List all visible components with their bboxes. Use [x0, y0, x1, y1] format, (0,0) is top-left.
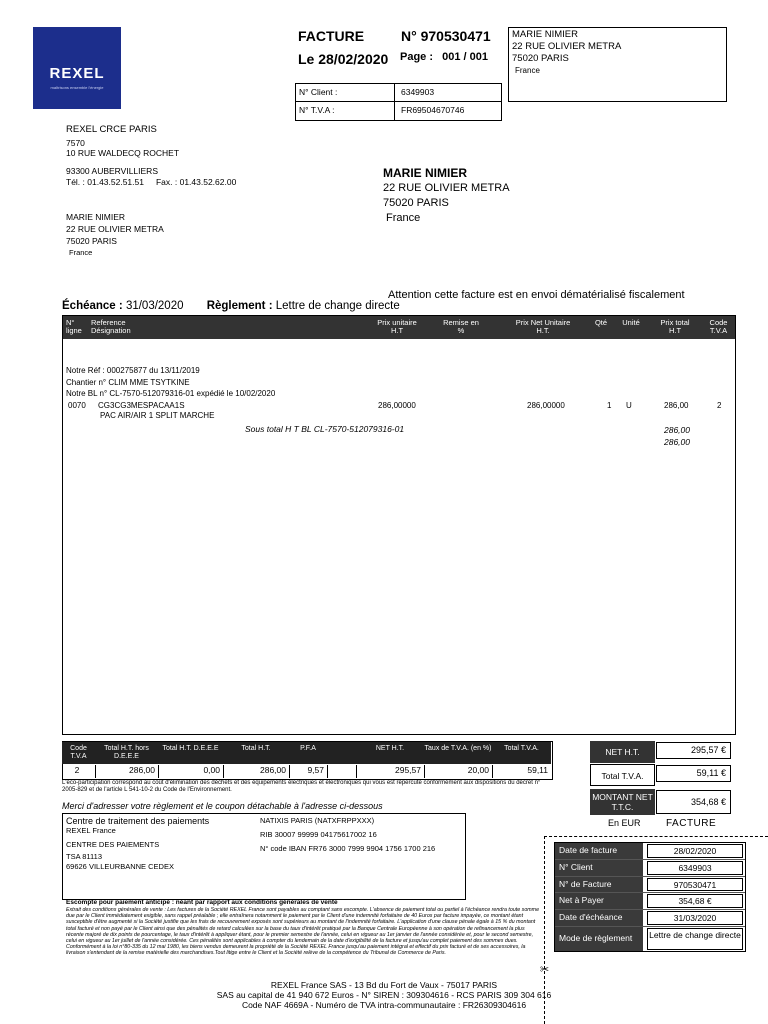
net-ht-label: NET H.T. [590, 741, 655, 763]
header-remise: Remise en % [443, 318, 479, 335]
summary-header-4: P.F.A [289, 742, 327, 764]
item-net-price: 286,00000 [527, 401, 565, 410]
order-reference: Notre Réf : 000275877 du 13/11/2019 [66, 366, 200, 375]
coupon-row [555, 860, 745, 877]
coupon-label: Net à Payer [555, 893, 643, 909]
agency-address [66, 138, 179, 158]
logo-name: REXEL [49, 65, 105, 82]
item-unit-price: 286,00000 [378, 401, 416, 410]
summary-header-0: Code T.V.A [62, 742, 95, 764]
delivery-city: 75020 PARIS [66, 236, 117, 246]
coupon-row [555, 927, 745, 951]
eco-participation-text: L'éco-participation correspond au coût d'élimination des déchets et des équipements électriques et électroniques qui vous est répercuté conformément aux dispositions du décret n° 2005-829 et de l'article L 541-10-2 du Code de l'Environnement. [62, 780, 541, 793]
rexel-logo [33, 27, 121, 109]
reglement-label: Règlement : [206, 300, 273, 312]
summary-value-0: 2 [74, 765, 80, 775]
delivery-street: 22 RUE OLIVIER METRA [66, 224, 164, 234]
item-unit: U [626, 401, 632, 410]
ttc-label: MONTANT NET T.T.C. [590, 789, 655, 815]
coupon-label: Mode de règlement [555, 927, 643, 951]
payment-city: 69626 VILLEURBANNE CEDEX [66, 862, 174, 871]
tva-number: FR69504670746 [401, 105, 465, 115]
page-row [400, 51, 488, 63]
payment-center2: CENTRE DES PAIEMENTS [66, 840, 160, 849]
payment-rib: RIB 30007 99999 04175617002 16 [260, 830, 377, 839]
summary-value-1: 286,00 [95, 765, 158, 778]
top-address-country: France [515, 66, 540, 75]
billing-street: 22 RUE OLIVIER METRA [383, 182, 510, 194]
escompte-title: Escompte pour paiement anticipé : néant par rapport aux conditions générales de vente [66, 899, 338, 906]
top-address-name: MARIE NIMIER [512, 29, 578, 40]
invoice-date: 28/02/2020 [318, 51, 389, 67]
top-address-city: 75020 PARIS [512, 53, 569, 64]
coupon-value: 6349903 [647, 861, 743, 875]
invoice-title: FACTURE [298, 28, 365, 44]
billing-name: MARIE NIMIER [383, 166, 467, 180]
page-number: 001 / 001 [442, 51, 488, 63]
order-bl: Notre BL n° CL-7570-512079316-01 expédié le 10/02/2020 [66, 389, 276, 398]
logo-tagline: maîtrisons ensemble l'énergie [50, 85, 104, 90]
summary-value-4: 9,57 [289, 765, 327, 778]
invoice-date-row [298, 51, 388, 67]
agency-name: REXEL CRCE PARIS [66, 124, 157, 135]
delivery-country: France [69, 248, 93, 257]
conditions-text: Extrait des conditions générales de vente : Les factures de la Société REXEL France sont payables au comptant sans escompte. L'absence de paiement total ou partiel à l'échéance rendra toute somme due par le Client immédiatement exigible, sans rappel préalable ; elle entraînera notamment le paiement par le Client d'une indemnité forfaitaire de 40 Euros par facture impayée, ce montant étant susceptible d'être augmenté si la Société justifie que les frais de recouvrement exposés sont supérieurs au montant de l'indemnité forfaitaire. L'application d'une clause pénale égale à 15 % du montant total facturé et non payé par le Client ainsi que des pénalités de retard calculées sur la base du taux d'intérêt pratiqué par la Banque Centrale Européenne à son opération de refinancement la plus récente majoré de dix points de pourcentage, le taux d'intérêt à appliquer étant, pour le premier semestre de l'année, celui en vigueur au 1er janvier de l'année considérée et, pour le second semestre, celui en vigueur au 1er juillet de l'année considérée. Ces pénalités sont applicables à compter du lendemain de la date d'exigibilité de la facture et jusqu'au complet paiement des sommes dues. Conformément à la loi n°80-335 du 12 mai 1980, les biens vendus demeurent la propriété de la Société REXEL France jusqu'au paiement intégral et effectif du prix facturé et de ses accessoires, la livraison s'entendant de la remise matérielle des marchandises.Tout litige entre le Client et la Société relève de la compétence du Tribunal de Commerce de Paris. [66, 907, 540, 957]
header-prix-total: Prix total H.T [660, 318, 690, 335]
delivery-name: MARIE NIMIER [66, 212, 126, 222]
coupon-value: Lettre de change directe [647, 928, 743, 950]
payment-title: Merci d'adresser votre règlement et le coupon détachable à l'adresse ci-dessous [62, 801, 383, 811]
grand-total-value: 286,00 [664, 437, 690, 447]
ttc-value: 354,68 € [656, 790, 731, 814]
agency-tel: Tél. : 01.43.52.51.51 [66, 177, 144, 187]
scissors-icon: ✂ [540, 964, 550, 976]
facture-label: FACTURE [666, 818, 717, 829]
summary-header-3: Total H.T. [223, 742, 289, 764]
coupon-cut-line-top [544, 836, 768, 837]
subtotal-label: Sous total H T BL CL-7570-512079316-01 [245, 424, 405, 434]
echeance-date: 31/03/2020 [125, 300, 184, 312]
client-number-label: N° Client : [299, 87, 338, 97]
dematerialized-notice: Attention cette facture est en envoi dématérialisé fiscalement [388, 289, 685, 301]
invoice-number-label: N° [401, 28, 417, 44]
summary-value-6: 295,57 [356, 765, 424, 778]
client-info-box [295, 83, 502, 121]
echeance-row [62, 300, 400, 312]
header-ligne: N° ligne [66, 318, 82, 335]
item-label: PAC AIR/AIR 1 SPLIT MARCHE [100, 411, 215, 420]
payment-tsa: TSA 81113 [66, 852, 102, 861]
top-address-street: 22 RUE OLIVIER METRA [512, 41, 622, 52]
summary-value-2: 0,00 [158, 765, 223, 778]
summary-value-8: 59,11 [492, 765, 551, 778]
item-line-number: 0070 [68, 401, 86, 410]
footer-line2: SAS au capital de 41 940 672 Euros - N° SIREN : 309304616 - RCS PARIS 309 304 616 [216, 990, 552, 1000]
invoice-date-label: Le [298, 51, 315, 67]
summary-header-6: NET H.T. [356, 742, 424, 764]
summary-value-3: 286,00 [223, 765, 289, 778]
header-prix-net: Prix Net Unitaire H.T. [515, 318, 571, 335]
total-tva-label: Total T.V.A. [590, 764, 655, 786]
coupon-value: 28/02/2020 [647, 844, 743, 858]
payment-center: Centre de traitement des paiements [66, 816, 210, 826]
agency-code: 7570 [66, 138, 85, 148]
table-header [63, 316, 735, 339]
item-total: 286,00 [664, 401, 689, 410]
payment-bank: NATIXIS PARIS (NATXFRPPXXX) [260, 816, 375, 825]
coupon-label: N° Client [555, 860, 643, 876]
order-chantier: Chantier n° CLIM MME TSYTKINE [66, 377, 190, 387]
summary-header-2: Total H.T. D.E.E.E [158, 742, 223, 764]
coupon-row [555, 843, 745, 860]
client-number: 6349903 [401, 87, 435, 97]
subtotal-value: 286,00 [664, 425, 690, 435]
order-info [66, 365, 275, 400]
currency-label: En EUR [608, 818, 641, 828]
footer-line3: Code NAF 4669A - Numéro de TVA intra-communautaire : FR26309304616 [241, 1000, 527, 1010]
coupon-label: Date d'échéance [555, 910, 643, 926]
agency-street: 10 RUE WALDECQ ROCHET [66, 148, 180, 158]
payment-company: REXEL France [66, 826, 116, 835]
echeance-label: Échéance : [62, 300, 123, 312]
coupon-label: Date de facture [555, 843, 643, 859]
delivery-address [66, 211, 164, 259]
footer-line1: REXEL France SAS - 13 Bd du Fort de Vaux - 75017 PARIS [270, 980, 498, 990]
page-label: Page : [400, 51, 434, 63]
coupon-value: 354,68 € [647, 894, 743, 908]
coupon-row [555, 893, 745, 910]
total-tva-value: 59,11 € [656, 765, 731, 782]
header-code-tva: Code T.V.A [709, 318, 728, 335]
tva-number-label: N° T.V.A : [299, 105, 335, 115]
summary-header-5 [327, 742, 356, 764]
agency-city: 93300 AUBERVILLIERS [66, 166, 158, 176]
item-tva-code: 2 [717, 401, 722, 410]
payment-address-box [62, 813, 466, 900]
coupon-label: N° de Facture [555, 877, 643, 893]
invoice-number: 970530471 [420, 28, 491, 44]
payment-coupon [554, 842, 746, 952]
billing-city: 75020 PARIS [383, 197, 449, 209]
coupon-value: 970530471 [647, 878, 743, 892]
subtotal-values [664, 424, 690, 448]
payment-iban: N° code IBAN FR76 3000 7999 9904 1756 1700 216 [260, 844, 436, 853]
billing-address [383, 166, 510, 226]
item-quantity: 1 [607, 401, 612, 410]
header-reference: Reference Désignation [91, 318, 131, 335]
summary-header-1: Total H.T. hors D.E.E.E [95, 742, 158, 764]
billing-country: France [386, 212, 421, 224]
coupon-row [555, 910, 745, 927]
agency-fax: Fax. : 01.43.52.62.00 [155, 177, 237, 187]
coupon-row [555, 877, 745, 894]
invoice-lines-table [62, 315, 736, 735]
header-prix-unitaire: Prix unitaire H.T [377, 318, 417, 335]
agency-contact [66, 166, 236, 188]
top-address-box [508, 27, 727, 102]
summary-value-5 [327, 765, 356, 778]
item-code: CG3CG3MESPACAA1S [98, 401, 185, 410]
invoice-number-row [401, 28, 491, 44]
summary-header-8: Total T.V.A. [492, 742, 551, 764]
net-ht-value: 295,57 € [656, 742, 731, 759]
reglement-value: Lettre de change directe [275, 300, 400, 312]
header-unite: Unité [622, 318, 640, 327]
header-qte: Qté [594, 318, 608, 327]
coupon-value: 31/03/2020 [647, 911, 743, 925]
item-designation [98, 401, 214, 421]
footer [0, 980, 768, 1010]
summary-value-7: 20,00 [424, 765, 492, 778]
summary-header-7: Taux de T.V.A. (en %) [424, 742, 492, 764]
